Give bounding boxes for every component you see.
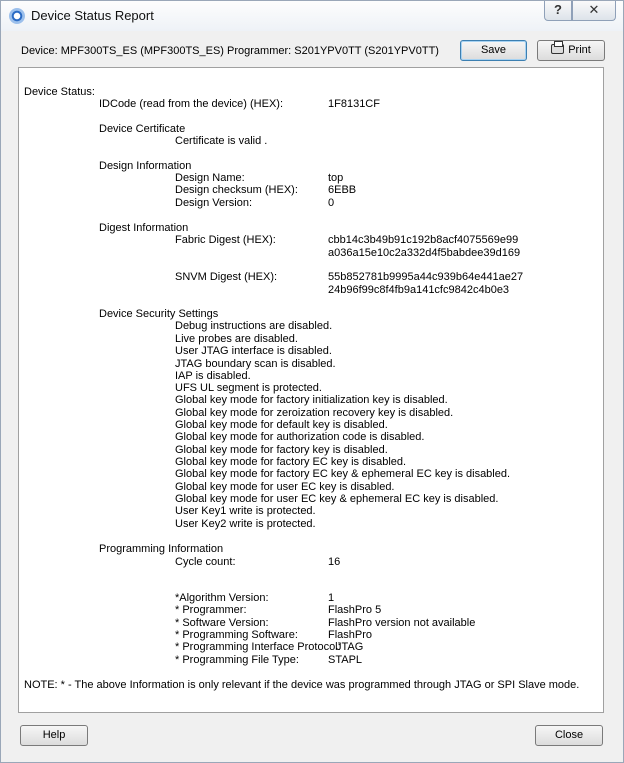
security-item: JTAG boundary scan is disabled.: [175, 358, 336, 370]
save-button[interactable]: [460, 40, 527, 61]
security-item: User Key1 write is protected.: [175, 505, 316, 517]
security-item: Debug instructions are disabled.: [175, 320, 333, 332]
certificate-heading: Device Certificate: [99, 123, 186, 135]
security-heading: Device Security Settings: [99, 308, 219, 320]
printer-icon: [551, 44, 564, 54]
design-name-value: top: [328, 172, 344, 184]
security-item: User JTAG interface is disabled.: [175, 345, 332, 357]
algorithm-version-value: 1: [328, 592, 335, 604]
report-panel[interactable]: [18, 67, 604, 713]
help-label: Help: [42, 729, 66, 741]
security-item: UFS UL segment is protected.: [175, 382, 322, 394]
programming-software-value: FlashPro: [328, 629, 373, 641]
fabric-digest-label: Fabric Digest (HEX):: [175, 234, 276, 246]
idcode-value: 1F8131CF: [328, 98, 380, 110]
certificate-status: Certificate is valid .: [175, 135, 268, 147]
algorithm-version-label: *Algorithm Version:: [175, 592, 269, 604]
design-heading: Design Information: [99, 160, 192, 172]
digest-heading: Digest Information: [99, 222, 189, 234]
print-label: Print: [568, 44, 591, 56]
security-item: Global key mode for authorization code is disabled.: [175, 431, 425, 443]
cycle-count-label: Cycle count:: [175, 556, 236, 568]
security-item: Global key mode for zeroization recovery key is disabled.: [175, 407, 454, 419]
print-button[interactable]: [537, 40, 605, 61]
device-status-label: Device Status:: [24, 86, 95, 98]
security-item: Global key mode for factory initialization key is disabled.: [175, 394, 448, 406]
title-bar[interactable]: [1, 1, 623, 31]
design-checksum-label: Design checksum (HEX):: [175, 184, 298, 196]
close-label: Close: [554, 729, 584, 741]
design-checksum-value: 6EBB: [328, 184, 357, 196]
interface-protocol-value: JTAG: [336, 641, 364, 653]
device-info-text: Device: MPF300TS_ES (MPF300TS_ES) Programmer: S201YPV0TT (S201YPV0TT): [21, 45, 439, 57]
fabric-digest-line2: a036a15e10c2a332d4f5babdee39d169: [328, 247, 521, 259]
snvm-digest-line1: 55b852781b9995a44c939b64e441ae27: [328, 271, 524, 283]
interface-protocol-label: * Programming Interface Protocol:: [175, 641, 341, 653]
design-name-label: Design Name:: [175, 172, 245, 184]
fabric-digest-line1: cbb14c3b49b91c192b8acf4075569e99: [328, 234, 519, 246]
cycle-count-value: 16: [328, 556, 341, 568]
programming-heading: Programming Information: [99, 543, 224, 555]
design-version-value: 0: [328, 197, 335, 209]
security-item: Global key mode for factory EC key & ephemeral EC key is disabled.: [175, 468, 511, 480]
window-title: Device Status Report: [31, 8, 154, 23]
snvm-digest-label: SNVM Digest (HEX):: [175, 271, 278, 283]
security-item: Global key mode for user EC key is disabled.: [175, 481, 395, 493]
file-type-value: STAPL: [328, 654, 363, 666]
design-version-label: Design Version:: [175, 197, 253, 209]
title-close-button[interactable]: ✕: [572, 1, 616, 21]
security-item: Global key mode for default key is disabled.: [175, 419, 388, 431]
security-item: Global key mode for factory key is disabled.: [175, 444, 388, 456]
programmer-label: * Programmer:: [175, 604, 247, 616]
close-button[interactable]: [535, 725, 603, 746]
security-item: Global key mode for user EC key & ephemeral EC key is disabled.: [175, 493, 499, 505]
programming-software-label: * Programming Software:: [175, 629, 298, 641]
security-item: Global key mode for factory EC key is disabled.: [175, 456, 407, 468]
programmer-value: FlashPro 5: [328, 604, 382, 616]
security-item: Live probes are disabled.: [175, 333, 298, 345]
security-item: User Key2 write is protected.: [175, 518, 316, 530]
software-version-value: FlashPro version not available: [328, 617, 476, 629]
idcode-label: IDCode (read from the device) (HEX):: [99, 98, 284, 110]
file-type-label: * Programming File Type:: [175, 654, 299, 666]
note-text: NOTE: * - The above Information is only relevant if the device was programmed through JTAG or SPI Slave mode.: [24, 679, 580, 691]
app-icon: [9, 8, 25, 24]
title-help-button[interactable]: ?: [544, 1, 572, 21]
security-item: IAP is disabled.: [175, 370, 251, 382]
snvm-digest-line2: 24b96f99c8f4fb9a141cfc9842c4b0e3: [328, 284, 510, 296]
software-version-label: * Software Version:: [175, 617, 269, 629]
save-label: Save: [480, 44, 507, 56]
help-button[interactable]: [20, 725, 88, 746]
